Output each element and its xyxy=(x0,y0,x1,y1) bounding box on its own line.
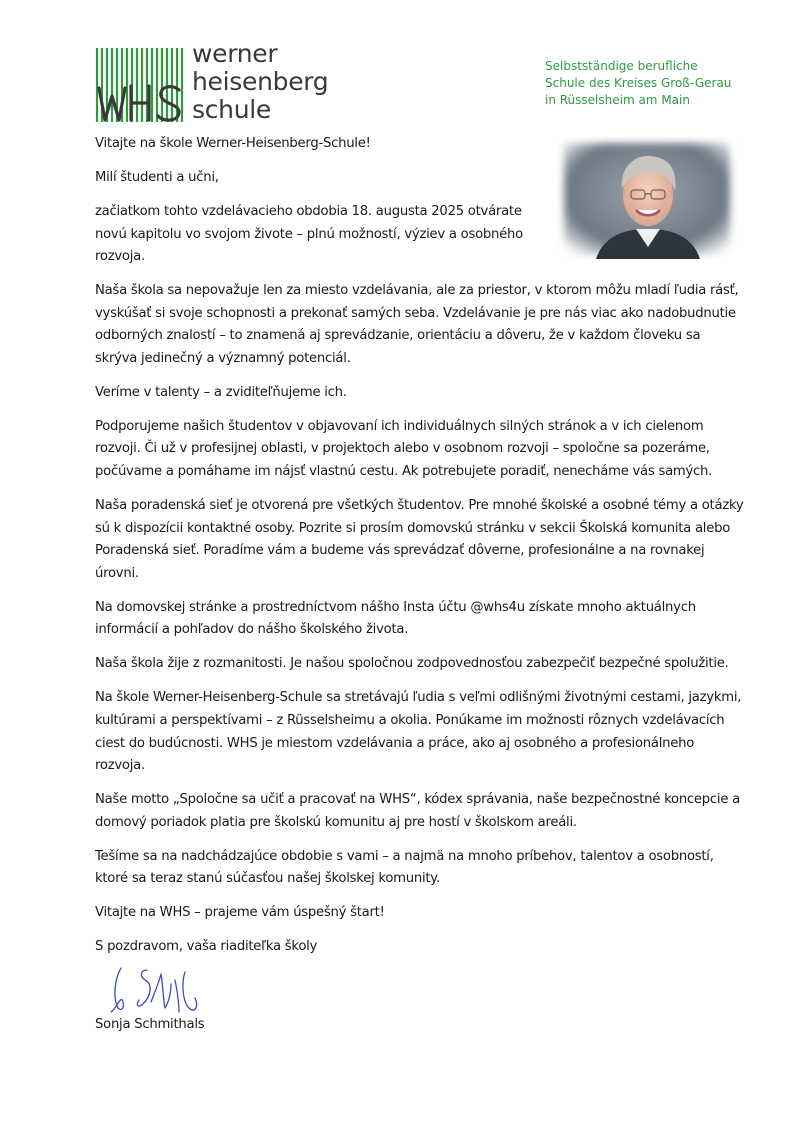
letter-body xyxy=(95,133,745,1048)
paragraph: Vitajte na WHS – prajeme vám úspešný štart! xyxy=(95,905,385,921)
signature-name: Sonja Schmithals xyxy=(95,1017,205,1033)
logo-wordmark xyxy=(192,40,328,124)
logo-line-1: werner xyxy=(192,39,278,68)
school-description xyxy=(545,58,731,109)
paragraph: začiatkom tohto vzdelávacieho obdobia 18. augusta 2025 otvárate novú kapitolu vo svojom živote – plnú možností, výziev a osobného rozvoja. xyxy=(95,203,523,265)
signature-graphic xyxy=(99,962,209,1020)
whs-logo-mark xyxy=(95,46,185,124)
paragraph: Naša poradenská sieť je otvorená pre všetkých študentov. Pre mnohé školské a osobné témy a otázky sú k dispozícii kontaktné osoby. Pozrite si prosím domovskú stránku v sekcii Školská komunita alebo Poradenská sieť. Poradíme vám a budeme vás sprevádzať dôverne, profesionálne a na rovnakej úrovni. xyxy=(95,498,744,581)
paragraph: Na domovskej stránke a prostredníctvom nášho Insta účtu @whs4u získate mnoho aktuálnych informácií a pohľadov do nášho školského života. xyxy=(95,599,696,638)
paragraph: Naše motto „Spoločne sa učiť a pracovať na WHS“, kódex správania, naše bezpečnostné koncepcie a domový poriadok platia pre školskú komunitu aj pre hostí v školskom areáli. xyxy=(95,792,740,830)
salutation: Milí študenti a učni, xyxy=(95,169,219,185)
school-info-line-1: Selbstständige berufliche xyxy=(545,59,698,73)
paragraph: Naša škola žije z rozmanitosti. Je našou spoločnou zodpovednosťou zabezpečiť bezpečné spolužitie. xyxy=(95,656,729,672)
logo-line-2: heisenberg xyxy=(192,67,329,96)
welcome-line: Vitajte na škole Werner-Heisenberg-Schule! xyxy=(95,136,371,151)
logo-line-3: schule xyxy=(192,95,271,124)
paragraph: Veríme v talenty – a zviditeľňujeme ich. xyxy=(95,384,347,400)
closing: S pozdravom, vaša riaditeľka školy xyxy=(95,939,318,955)
paragraph: Tešíme sa na nadchádzajúce obdobie s vami – a najmä na mnoho príbehov, talentov a osobností, ktoré sa teraz stanú súčasťou našej školskej komunity. xyxy=(95,848,714,887)
paragraph: Na škole Werner-Heisenberg-Schule sa stretávajú ľudia s veľmi odlišnými životnými cestami, jazykmi, kultúrami a perspektívami – z Rüsselsheimu a okolia. Ponúkame im možnosti rôznych vzdelávacích ciest do budúcnosti. WHS je miestom vzdelávania a práce, ako aj osobného a profesionálneho rozvoja. xyxy=(95,690,742,774)
paragraph: Naša škola sa nepovažuje len za miesto vzdelávania, ale za priestor, v ktorom môžu mladí ľudia rásť, vyskúšať si svoje schopnosti a prekonať samých seba. Vzdelávanie je pre nás viac ako nadobudnutie odborných znalostí – to znamená aj sprevádzanie, orientáciu a dôveru, že v každom človeku sa skrýva jedinečný a významný potenciál. xyxy=(95,283,739,366)
paragraph: Podporujeme našich študentov v objavovaní ich individuálnych silných stránok a v ich cielenom rozvoji. Či už v profesijnej oblasti, v projektoch alebo v osobnom rozvoji – spoločne sa pozeráme, počúvame a pomáhame im nájsť vlastnú cestu. Ak potrebujete poradiť, nenecháme vás samých. xyxy=(95,418,713,480)
school-logo xyxy=(95,39,335,128)
school-info-line-2: Schule des Kreises Groß-Gerau xyxy=(545,76,732,90)
school-info-line-3: in Rüsselsheim am Main xyxy=(545,93,690,107)
